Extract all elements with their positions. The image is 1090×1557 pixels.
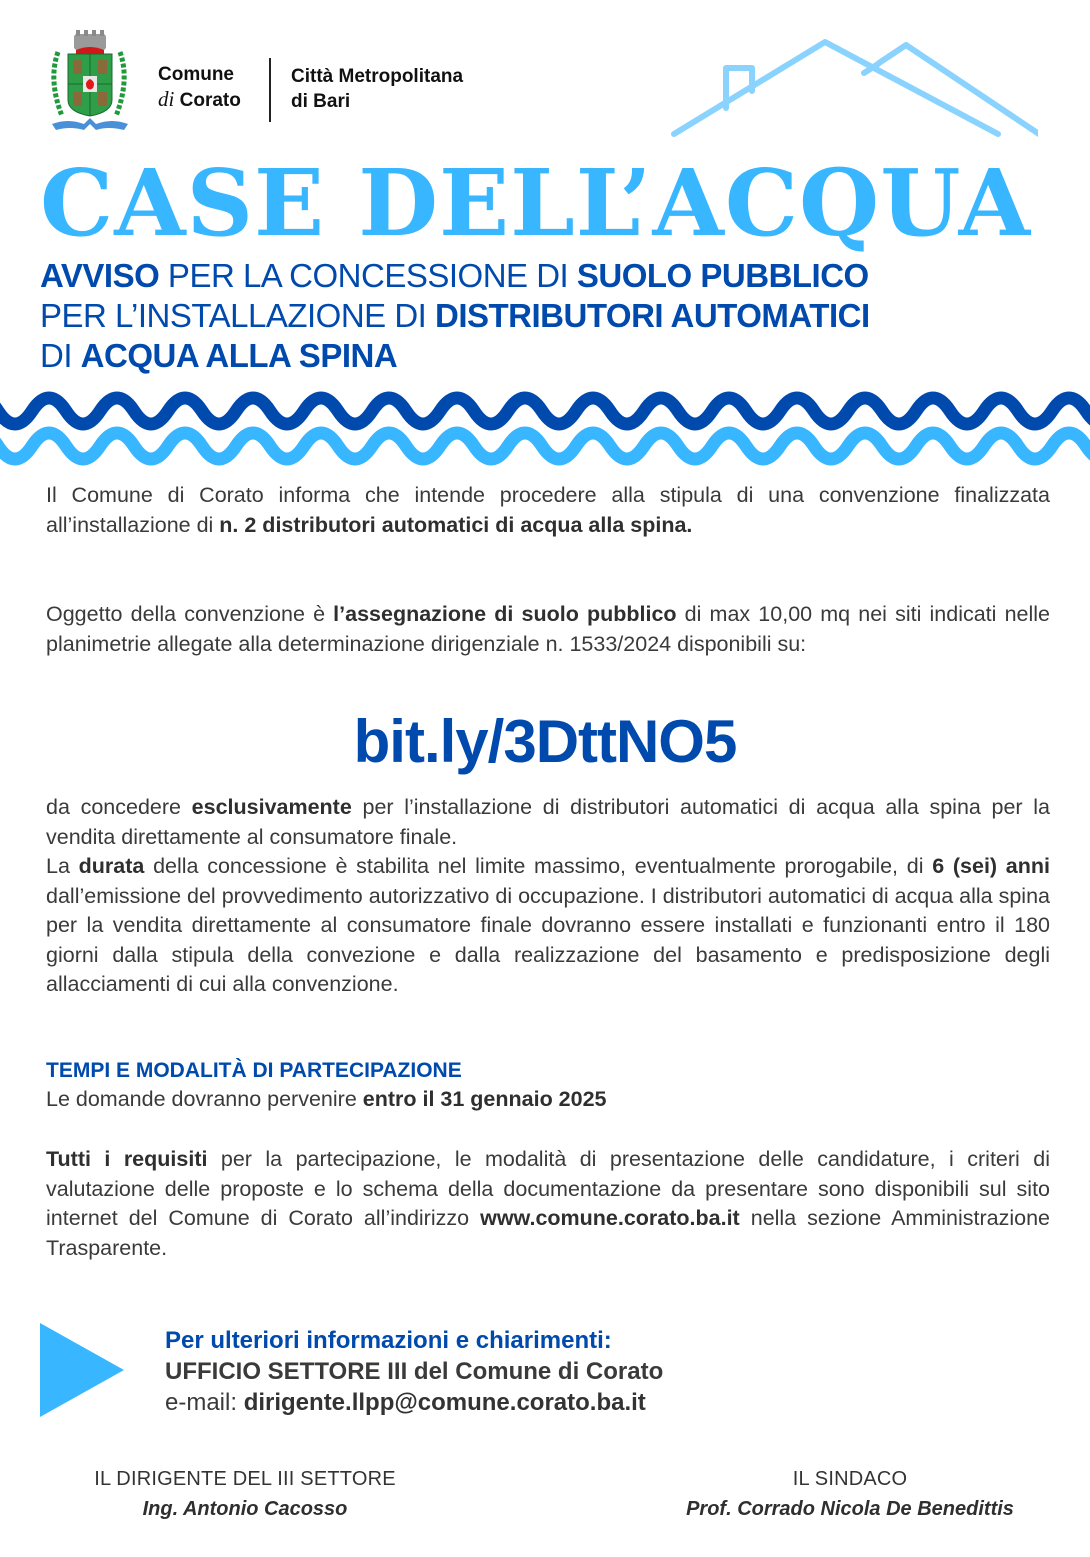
paragraph-scadenza [46,1085,1050,1115]
text: di max 10,00 mq nei siti indicati nelle planimetrie allegate alla determinazione dirigenziale n. 1533/2024 disponibili su: [46,602,1050,656]
comune-di: di [158,87,175,111]
text: per l’installazione di distributori automatici di acqua alla spina per la vendita direttamente al consumatore finale. [46,795,1050,849]
text-bold: n. 2 distributori automatici di acqua alla spina. [219,512,693,537]
text-bold: esclusivamente [191,795,352,819]
subtitle-text: PER LA CONCESSIONE DI [159,257,577,294]
paragraph-intro [46,481,1050,540]
info-email-line [165,1387,663,1418]
play-triangle-icon [40,1323,124,1417]
signature-dirigente [60,1464,430,1524]
text: da concedere [46,795,192,819]
signature-name: Ing. Antonio Cacosso [142,1498,348,1520]
signature-role: IL SINDACO [792,1468,908,1490]
comune-crest-logo [44,30,134,134]
text-bold: l’assegnazione di suolo pubblico [333,602,677,626]
email-link[interactable]: dirigente.llpp@comune.corato.ba.it [243,1389,646,1416]
section-heading-tempi: TEMPI E MODALITÀ DI PARTECIPAZIONE [46,1059,462,1082]
subtitle-text: PER L’INSTALLAZIONE DI [40,297,436,334]
page-title: CASE DELL’ACQUA [40,149,1031,257]
header-divider [269,58,271,122]
subtitle-line2 [40,296,1050,336]
text-bold: entro il 31 gennaio 2025 [362,1087,607,1111]
email-label: e-mail: [165,1389,244,1416]
paragraph-requisiti [46,1145,1050,1263]
text-bold: Tutti i requisiti [46,1147,208,1171]
signature-name: Prof. Corrado Nicola De Benedittis [686,1498,1014,1520]
subtitle-suolo: SUOLO PUBBLICO [576,257,869,294]
short-link[interactable]: bit.ly/3DttNO5 [353,708,737,775]
metro-line1: Città Metropolitana [291,66,464,87]
subtitle-avviso: AVVISO [40,257,160,294]
subtitle [40,256,1050,376]
comune-line1: Comune [158,64,234,85]
subtitle-acqua: ACQUA ALLA SPINA [80,337,398,374]
text: Le domande dovranno pervenire [46,1087,363,1111]
signature-role: IL DIRIGENTE DEL III SETTORE [94,1468,396,1490]
house-roof-icon [668,30,1038,140]
metro-name [291,64,463,114]
text: per la partecipazione, le modalità di presentazione delle candidature, i criteri di valutazione delle proposte e lo schema della documentazione da presentare sono disponibili sul sito internet del Comune di Corato all’indirizzo [46,1147,1050,1230]
subtitle-line3 [40,336,1050,376]
text: nella sezione Amministrazione Trasparente. [46,1206,1050,1260]
signature-sindaco [640,1464,1060,1524]
website-link[interactable]: www.comune.corato.ba.it [480,1206,740,1230]
info-heading: Per ulteriori informazioni e chiarimenti: [165,1327,612,1354]
text: della concessione è stabilita nel limite massimo, eventualmente prorogabile, di [144,854,933,878]
paragraph-oggetto [46,600,1050,659]
info-box [165,1325,663,1418]
subtitle-distributori: DISTRIBUTORI AUTOMATICI [435,297,870,334]
comune-name [158,62,241,113]
info-office: UFFICIO SETTORE III del Comune di Corato [165,1358,664,1385]
text-bold: durata [78,854,145,878]
comune-corato: Corato [179,90,241,111]
paragraph-concessione [46,793,1050,1000]
text-bold: 6 (sei) anni [932,854,1050,878]
text: Oggetto della convenzione è [46,602,334,626]
text: dall’emissione del provvedimento autorizzativo di occupazione. I distributori automatici di acqua alla spina per la vendita direttamente al consumatore finale dovranno essere installati e funzionanti entro il 180 giorni dalla stipula della convezione e dalla realizzazione del basamento e predisposizione degli allacciamenti di cui alla convenzione. [46,883,1050,996]
subtitle-line1 [40,256,1050,296]
comune-line2 [158,87,241,113]
text: La [46,854,79,878]
text: Il Comune di Corato informa che intende procedere alla stipula di una convenzione finalizzata all’installazione di [46,483,1050,537]
wave-divider [0,390,1090,470]
subtitle-text: DI [40,337,81,374]
metro-line2: di Bari [291,91,351,112]
